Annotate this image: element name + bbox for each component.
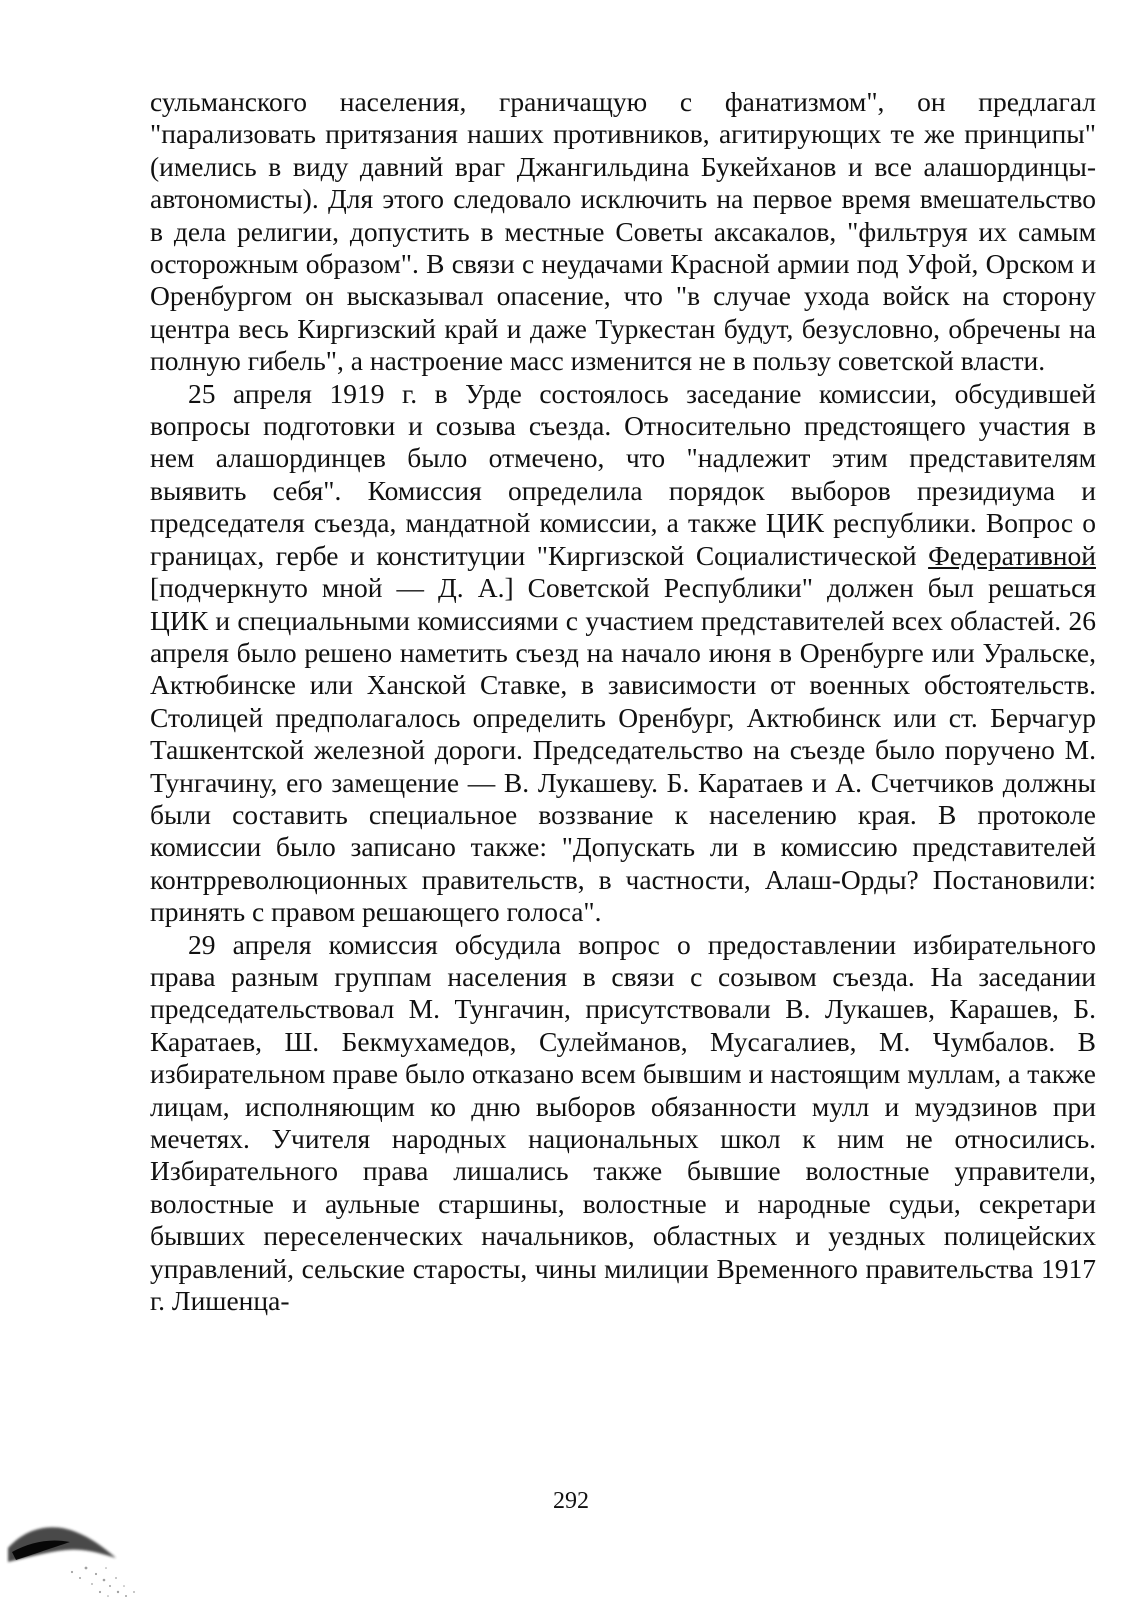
- page-number: 292: [553, 1488, 589, 1514]
- paragraph: [150, 378, 1096, 929]
- text-segment: [подчеркнуто мной — Д. А.] Советской Республики" должен был решаться ЦИК и специальными комиссиями с участием представителей всех областей. 26 апреля было решено наметить съезд на начало июня в Оренбурге или Уральске, Актюбинске или Ханской Ставке, в зависимости от военных обстоятельств. Столицей предполагалось определить Оренбург, Актюбинск или ст. Берчагур Ташкентской железной дороги. Председательство на съезде было поручено М. Тунгачину, его замещение — В. Лукашеву. Б. Каратаев и А. Счетчиков должны были составить специальное воззвание к населению края. В протоколе комиссии было записано также: "Допускать ли в комиссию представителей контрреволюционных правительств, в частности, Алаш-Орды? Постановили: принять с правом решающего голоса".: [150, 572, 1096, 928]
- body-text: [150, 86, 1096, 1317]
- underlined-text: Федеративной: [928, 539, 1096, 571]
- paragraph: [150, 929, 1096, 1318]
- paragraph: [150, 86, 1096, 378]
- text-segment: 29 апреля комиссия обсудила вопрос о предоставлении избирательного права разным группам населения в связи с созывом съезда. На заседании председательствовал М. Тунгачин, присутствовали В. Лукашев, Карашев, Б. Каратаев, Ш. Бекмухамедов, Сулейманов, Мусагалиев, М. Чумбалов. В избирательном праве было отказано всем бывшим и настоящим муллам, а также лицам, исполняющим ко дню выборов обязанности мулл и муэдзинов при мечетях. Учителя народных национальных школ к ним не относились. Избирательного права лишались также бывшие волостные управители, волостные и аульные старшины, волостные и народные судьи, секретари бывших переселенческих начальников, областных и уездных полицейских управлений, сельские старосты, чины милиции Временного правительства 1917 г. Лишенца-: [150, 928, 1096, 1317]
- text-segment: сульманского населения, граничащую с фанатизмом", он предлагал "парализовать притязания наших противников, агитирующих те же принципы" (имелись в виду давний враг Джангильдина Букейханов и все алашординцы-автономисты). Для этого следовало исключить на первое время вмешательство в дела религии, допустить в местные Советы аксакалов, "фильтруя их самым осторожным образом". В связи с неудачами Красной армии под Уфой, Орском и Оренбургом он высказывал опасение, что "в случае ухода войск на сторону центра весь Киргизский край и даже Туркестан будут, безусловно, обречены на полную гибель", а настроение масс изменится не в пользу советской власти.: [150, 86, 1096, 377]
- text-segment: 25 апреля 1919 г. в Урде состоялось заседание комиссии, обсудившей вопросы подготовки и созыва съезда. Относительно предстоящего участия в нем алашординцев было отмечено, что "надлежит этим представителям выявить себя". Комиссия определила порядок выборов президиума и председателя съезда, мандатной комиссии, а также ЦИК республики. Вопрос о границах, гербе и конституции "Киргизской Социалистической: [150, 377, 1096, 571]
- scan-smudge: [6, 1488, 156, 1600]
